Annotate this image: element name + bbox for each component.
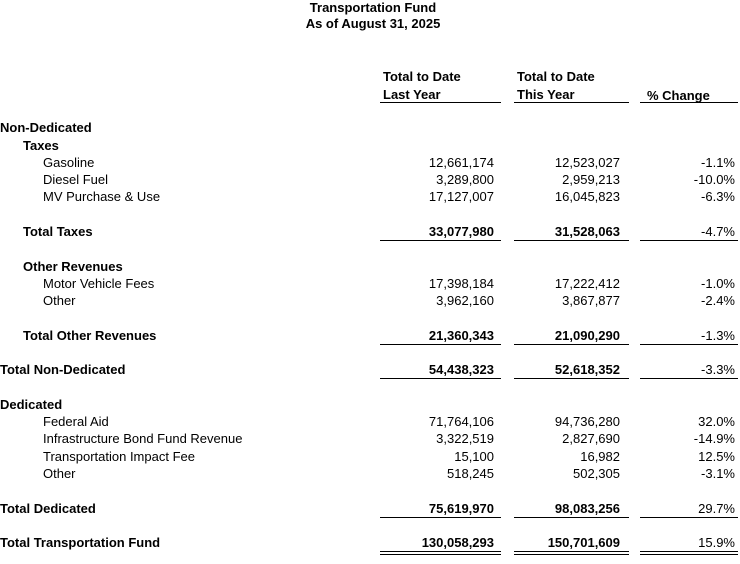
- last-year-value: 130,058,293: [421, 535, 494, 550]
- row-label: Federal Aid: [43, 414, 109, 429]
- row-label: Total Taxes: [23, 224, 93, 239]
- row-label: Transportation Impact Fee: [43, 449, 195, 464]
- grand-total-double-underline: [380, 551, 501, 555]
- pct-change-value: -14.9%: [693, 431, 735, 446]
- report-title: Transportation Fund: [309, 0, 437, 15]
- this-year-value: 2,959,213: [562, 172, 620, 187]
- subsection-other-revenues: [0, 259, 740, 276]
- table-row: [0, 449, 740, 466]
- row-label: Total Dedicated: [0, 501, 96, 516]
- last-year-value: 75,619,970: [428, 501, 494, 516]
- grand-total-double-underline: [514, 551, 629, 555]
- table-row: [0, 276, 740, 293]
- this-year-value: 3,867,877: [562, 293, 620, 308]
- this-year-value: 150,701,609: [547, 535, 620, 550]
- total-underline: [380, 240, 501, 241]
- pct-change-value: 15.9%: [698, 535, 735, 550]
- subsection-label: Other Revenues: [23, 259, 123, 274]
- total-underline: [640, 378, 738, 379]
- col-last-year-header-line1: Total to Date: [383, 69, 461, 84]
- row-label: Other: [43, 293, 76, 308]
- total-underline: [640, 517, 738, 518]
- total-underline: [640, 240, 738, 241]
- last-year-value: 3,289,800: [436, 172, 494, 187]
- pct-change-value: -3.3%: [701, 362, 735, 377]
- last-year-value: 54,438,323: [428, 362, 494, 377]
- col-pct-change-header: % Change: [647, 88, 710, 103]
- last-year-value: 3,962,160: [436, 293, 494, 308]
- total-underline: [514, 344, 629, 345]
- subsection-label: Taxes: [23, 138, 59, 153]
- table-row: [0, 466, 740, 483]
- this-year-value: 16,045,823: [554, 189, 620, 204]
- row-label: Motor Vehicle Fees: [43, 276, 155, 291]
- this-year-value: 2,827,690: [562, 431, 620, 446]
- pct-change-value: -3.1%: [701, 466, 735, 481]
- section-dedicated: [0, 397, 740, 414]
- pct-change-value: -2.4%: [701, 293, 735, 308]
- last-year-value: 33,077,980: [428, 224, 494, 239]
- col-pct-change-underline: [640, 102, 738, 103]
- col-this-year-header-line1: Total to Date: [517, 69, 595, 84]
- last-year-value: 71,764,106: [428, 414, 494, 429]
- grand-total-row: [0, 535, 740, 552]
- this-year-value: 94,736,280: [554, 414, 620, 429]
- pct-change-value: -6.3%: [701, 189, 735, 204]
- section-label: Dedicated: [0, 397, 63, 412]
- table-row: [0, 172, 740, 189]
- row-label: Total Non-Dedicated: [0, 362, 126, 377]
- row-label: MV Purchase & Use: [43, 189, 161, 204]
- this-year-value: 502,305: [573, 466, 620, 481]
- col-last-year-header-line2: Last Year: [383, 87, 441, 102]
- this-year-value: 52,618,352: [554, 362, 620, 377]
- pct-change-value: 32.0%: [698, 414, 735, 429]
- table-row: [0, 293, 740, 310]
- last-year-value: 21,360,343: [428, 328, 494, 343]
- report-date: As of August 31, 2025: [305, 16, 441, 31]
- this-year-value: 98,083,256: [554, 501, 620, 516]
- grand-total-double-underline: [640, 551, 738, 555]
- last-year-value: 3,322,519: [436, 431, 494, 446]
- table-row: [0, 431, 740, 448]
- col-this-year-header-line2: This Year: [517, 87, 575, 102]
- row-label: Other: [43, 466, 76, 481]
- last-year-value: 17,127,007: [428, 189, 494, 204]
- total-underline: [380, 517, 501, 518]
- row-label: Diesel Fuel: [43, 172, 109, 187]
- this-year-value: 31,528,063: [554, 224, 620, 239]
- pct-change-value: -1.3%: [701, 328, 735, 343]
- total-underline: [380, 378, 501, 379]
- total-underline: [514, 378, 629, 379]
- last-year-value: 12,661,174: [428, 155, 494, 170]
- pct-change-value: 29.7%: [698, 501, 735, 516]
- row-label: Total Other Revenues: [23, 328, 157, 343]
- row-label: Total Transportation Fund: [0, 535, 161, 550]
- pct-change-value: -4.7%: [701, 224, 735, 239]
- total-underline: [640, 344, 738, 345]
- section-non-dedicated: [0, 120, 740, 137]
- last-year-value: 518,245: [447, 466, 494, 481]
- this-year-value: 12,523,027: [554, 155, 620, 170]
- col-this-year-underline: [514, 102, 629, 103]
- last-year-value: 15,100: [454, 449, 494, 464]
- last-year-value: 17,398,184: [428, 276, 494, 291]
- section-label: Non-Dedicated: [0, 120, 92, 135]
- row-label: Infrastructure Bond Fund Revenue: [43, 431, 243, 446]
- total-row: [0, 328, 740, 345]
- table-row: [0, 155, 740, 172]
- this-year-value: 16,982: [580, 449, 620, 464]
- total-row: [0, 362, 740, 379]
- table-row: [0, 189, 740, 206]
- this-year-value: 17,222,412: [554, 276, 620, 291]
- pct-change-value: 12.5%: [698, 449, 735, 464]
- total-underline: [514, 517, 629, 518]
- col-last-year-underline: [380, 102, 501, 103]
- this-year-value: 21,090,290: [554, 328, 620, 343]
- subsection-taxes: [0, 138, 740, 155]
- total-row: [0, 224, 740, 241]
- table-row: [0, 414, 740, 431]
- pct-change-value: -10.0%: [693, 172, 735, 187]
- total-underline: [380, 344, 501, 345]
- total-underline: [514, 240, 629, 241]
- pct-change-value: -1.0%: [701, 276, 735, 291]
- row-label: Gasoline: [43, 155, 95, 170]
- pct-change-value: -1.1%: [701, 155, 735, 170]
- total-row: [0, 501, 740, 518]
